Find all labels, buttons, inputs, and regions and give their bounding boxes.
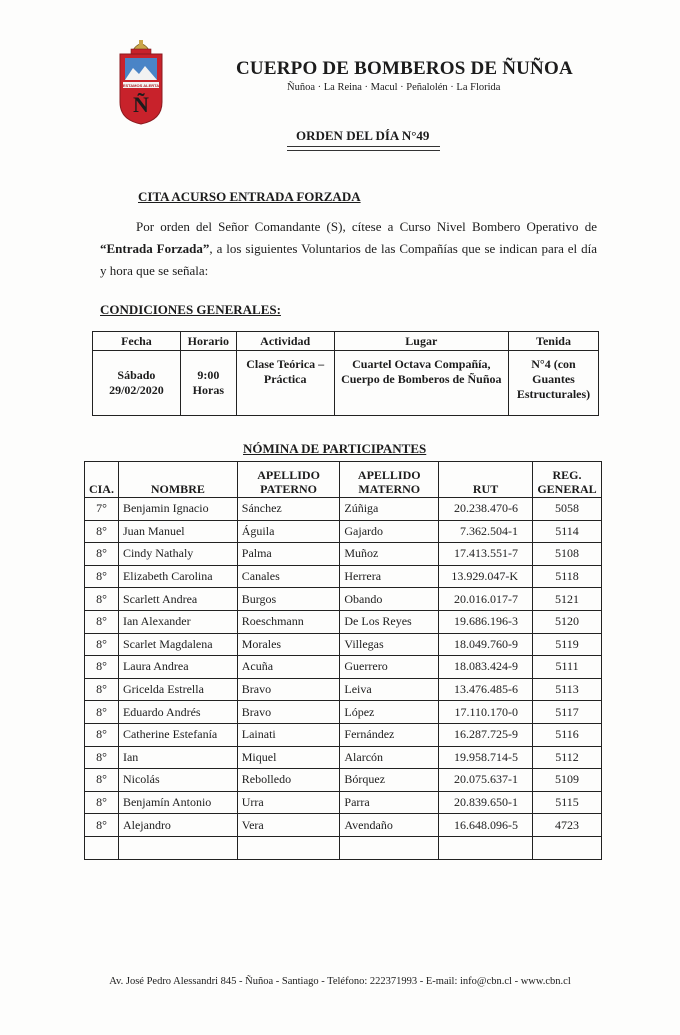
header-apellido-paterno: APELLIDO PATERNO bbox=[237, 462, 340, 498]
cell-reg-general-empty bbox=[533, 836, 602, 859]
cell-apellido-materno-empty bbox=[340, 836, 439, 859]
cell-reg-general: 5058 bbox=[533, 498, 602, 521]
cell-nombre: Cindy Nathaly bbox=[118, 543, 237, 566]
cell-nombre: Laura Andrea bbox=[118, 656, 237, 679]
cell-rut: 16.287.725-9 bbox=[439, 723, 533, 746]
cell-nombre: Alejandro bbox=[118, 814, 237, 837]
cell-reg-general: 5121 bbox=[533, 588, 602, 611]
table-row bbox=[85, 746, 602, 769]
nomina-title: NÓMINA DE PARTICIPANTES bbox=[243, 441, 427, 456]
cell-reg-general: 4723 bbox=[533, 814, 602, 837]
cell-apellido-materno: López bbox=[340, 701, 439, 724]
table-row-empty bbox=[85, 836, 602, 859]
cell-cia: 8° bbox=[85, 610, 119, 633]
cell-cia: 8° bbox=[85, 746, 119, 769]
cell-apellido-paterno: Burgos bbox=[237, 588, 340, 611]
cell-nombre: Gricelda Estrella bbox=[118, 678, 237, 701]
participants-table bbox=[84, 461, 602, 860]
citation-title: CITA ACURSO ENTRADA FORZADA bbox=[138, 189, 361, 204]
cell-apellido-materno: Avendaño bbox=[340, 814, 439, 837]
header-rut: RUT bbox=[439, 462, 533, 498]
header-horario: Horario bbox=[180, 332, 236, 351]
participants-header-row bbox=[85, 462, 602, 498]
cell-apellido-materno: Guerrero bbox=[340, 656, 439, 679]
cell-apellido-materno: Obando bbox=[340, 588, 439, 611]
table-row bbox=[85, 610, 602, 633]
cell-cia: 8° bbox=[85, 791, 119, 814]
cell-cia: 8° bbox=[85, 543, 119, 566]
cell-apellido-paterno: Rebolledo bbox=[237, 769, 340, 792]
cell-cia: 8° bbox=[85, 520, 119, 543]
cell-cia: 8° bbox=[85, 633, 119, 656]
cell-apellido-paterno: Roeschmann bbox=[237, 610, 340, 633]
table-row bbox=[85, 633, 602, 656]
cell-apellido-paterno: Bravo bbox=[237, 701, 340, 724]
table-row bbox=[85, 498, 602, 521]
cell-apellido-materno: Parra bbox=[340, 791, 439, 814]
cell-rut: 7.362.504-1 bbox=[439, 520, 533, 543]
cell-apellido-materno: Muñoz bbox=[340, 543, 439, 566]
cell-reg-general: 5114 bbox=[533, 520, 602, 543]
cell-cia: 8° bbox=[85, 814, 119, 837]
double-underline-divider bbox=[287, 146, 440, 151]
cell-apellido-materno: Leiva bbox=[340, 678, 439, 701]
cell-rut: 18.083.424-9 bbox=[439, 656, 533, 679]
participants-body bbox=[85, 498, 602, 860]
cell-nombre: Ian bbox=[118, 746, 237, 769]
cell-apellido-paterno-empty bbox=[237, 836, 340, 859]
conditions-data-row bbox=[93, 351, 599, 416]
cell-reg-general: 5118 bbox=[533, 565, 602, 588]
cell-nombre: Juan Manuel bbox=[118, 520, 237, 543]
header-actividad: Actividad bbox=[236, 332, 334, 351]
cell-lugar: Cuartel Octava Compañía, Cuerpo de Bomberos de Ñuñoa bbox=[334, 351, 508, 416]
horario-unit: Horas bbox=[192, 383, 224, 397]
cell-cia: 8° bbox=[85, 588, 119, 611]
cell-horario bbox=[180, 351, 236, 416]
cell-nombre: Ian Alexander bbox=[118, 610, 237, 633]
table-row bbox=[85, 588, 602, 611]
cell-reg-general: 5113 bbox=[533, 678, 602, 701]
cell-apellido-paterno: Águila bbox=[237, 520, 340, 543]
conditions-table bbox=[92, 331, 599, 416]
cell-cia: 8° bbox=[85, 656, 119, 679]
cell-reg-general: 5120 bbox=[533, 610, 602, 633]
table-row bbox=[85, 701, 602, 724]
table-row bbox=[85, 791, 602, 814]
cell-cia: 8° bbox=[85, 565, 119, 588]
cell-apellido-materno: Zúñiga bbox=[340, 498, 439, 521]
citation-text-before: Por orden del Señor Comandante (S), cítese a Curso Nivel Bombero Operativo de bbox=[136, 219, 597, 234]
conditions-header-row bbox=[93, 332, 599, 351]
table-row bbox=[85, 656, 602, 679]
cell-rut: 19.686.196-3 bbox=[439, 610, 533, 633]
cell-apellido-paterno: Canales bbox=[237, 565, 340, 588]
citation-paragraph bbox=[100, 216, 597, 282]
cell-rut: 18.049.760-9 bbox=[439, 633, 533, 656]
cell-apellido-materno: Villegas bbox=[340, 633, 439, 656]
cell-reg-general: 5115 bbox=[533, 791, 602, 814]
cell-reg-general: 5117 bbox=[533, 701, 602, 724]
cell-tenida: N°4 (con Guantes Estructurales) bbox=[509, 351, 599, 416]
cell-rut: 17.110.170-0 bbox=[439, 701, 533, 724]
cell-rut: 19.958.714-5 bbox=[439, 746, 533, 769]
table-row bbox=[85, 565, 602, 588]
cell-cia-empty bbox=[85, 836, 119, 859]
cell-actividad: Clase Teórica – Práctica bbox=[236, 351, 334, 416]
cell-rut-empty bbox=[439, 836, 533, 859]
communes-subtitle: Ñuñoa · La Reina · Macul · Peñalolén · La Florida bbox=[287, 82, 501, 93]
cell-cia: 8° bbox=[85, 769, 119, 792]
cell-reg-general: 5109 bbox=[533, 769, 602, 792]
cell-apellido-paterno: Urra bbox=[237, 791, 340, 814]
cell-reg-general: 5112 bbox=[533, 746, 602, 769]
header-nombre: NOMBRE bbox=[118, 462, 237, 498]
header-tenida: Tenida bbox=[509, 332, 599, 351]
cell-nombre: Benjamin Ignacio bbox=[118, 498, 237, 521]
header-fecha: Fecha bbox=[93, 332, 181, 351]
cell-apellido-materno: Bórquez bbox=[340, 769, 439, 792]
cell-apellido-paterno: Lainati bbox=[237, 723, 340, 746]
fecha-day: Sábado bbox=[117, 368, 156, 382]
header-lugar: Lugar bbox=[334, 332, 508, 351]
citation-course-name: “Entrada Forzada” bbox=[100, 241, 210, 256]
cell-nombre: Elizabeth Carolina bbox=[118, 565, 237, 588]
cell-cia: 7° bbox=[85, 498, 119, 521]
cell-nombre-empty bbox=[118, 836, 237, 859]
cell-apellido-paterno: Morales bbox=[237, 633, 340, 656]
cell-nombre: Scarlett Andrea bbox=[118, 588, 237, 611]
table-row bbox=[85, 769, 602, 792]
header-reg-general: REG. GENERAL bbox=[533, 462, 602, 498]
cell-nombre: Nicolás bbox=[118, 769, 237, 792]
header-cia: CIA. bbox=[85, 462, 119, 498]
cell-apellido-materno: Alarcón bbox=[340, 746, 439, 769]
footer-contact: Av. José Pedro Alessandri 845 - Ñuñoa - Santiago - Teléfono: 222371993 - E-mail: info@cbn.cl - www.cbn.cl bbox=[109, 976, 571, 987]
cell-rut: 20.839.650-1 bbox=[439, 791, 533, 814]
cell-apellido-materno: De Los Reyes bbox=[340, 610, 439, 633]
cell-cia: 8° bbox=[85, 723, 119, 746]
table-row bbox=[85, 520, 602, 543]
crest-letter: Ñ bbox=[133, 92, 149, 117]
header-apellido-materno: APELLIDO MATERNO bbox=[340, 462, 439, 498]
cell-nombre: Benjamín Antonio bbox=[118, 791, 237, 814]
cell-fecha bbox=[93, 351, 181, 416]
horario-time: 9:00 bbox=[197, 368, 220, 382]
cell-rut: 13.929.047-K bbox=[439, 565, 533, 588]
organization-title: CUERPO DE BOMBEROS DE ÑUÑOA bbox=[236, 58, 573, 79]
cell-apellido-paterno: Acuña bbox=[237, 656, 340, 679]
cell-apellido-paterno: Bravo bbox=[237, 678, 340, 701]
cell-rut: 20.238.470-6 bbox=[439, 498, 533, 521]
cell-apellido-paterno: Miquel bbox=[237, 746, 340, 769]
cell-nombre: Scarlet Magdalena bbox=[118, 633, 237, 656]
crest-motto: ESTAMOS ALERTA bbox=[122, 82, 160, 88]
cell-apellido-paterno: Sánchez bbox=[237, 498, 340, 521]
citation-text-after: , a los siguientes Voluntarios de las Compañías que se indican para el día y hora que se señala: bbox=[100, 241, 597, 278]
cell-apellido-paterno: Vera bbox=[237, 814, 340, 837]
cell-apellido-materno: Fernández bbox=[340, 723, 439, 746]
order-title: ORDEN DEL DÍA N°49 bbox=[296, 128, 430, 143]
fecha-date: 29/02/2020 bbox=[109, 383, 164, 397]
cell-rut: 17.413.551-7 bbox=[439, 543, 533, 566]
cell-nombre: Catherine Estefanía bbox=[118, 723, 237, 746]
table-row bbox=[85, 814, 602, 837]
cell-reg-general: 5111 bbox=[533, 656, 602, 679]
cell-apellido-materno: Herrera bbox=[340, 565, 439, 588]
cell-reg-general: 5116 bbox=[533, 723, 602, 746]
cell-rut: 13.476.485-6 bbox=[439, 678, 533, 701]
table-row bbox=[85, 723, 602, 746]
table-row bbox=[85, 678, 602, 701]
cell-apellido-paterno: Palma bbox=[237, 543, 340, 566]
cell-rut: 20.075.637-1 bbox=[439, 769, 533, 792]
conditions-title: CONDICIONES GENERALES: bbox=[100, 302, 281, 317]
cell-apellido-materno: Gajardo bbox=[340, 520, 439, 543]
cell-reg-general: 5119 bbox=[533, 633, 602, 656]
cell-cia: 8° bbox=[85, 678, 119, 701]
cell-rut: 20.016.017-7 bbox=[439, 588, 533, 611]
table-row bbox=[85, 543, 602, 566]
cell-rut: 16.648.096-5 bbox=[439, 814, 533, 837]
crest-logo bbox=[117, 36, 165, 126]
cell-nombre: Eduardo Andrés bbox=[118, 701, 237, 724]
cell-cia: 8° bbox=[85, 701, 119, 724]
cell-reg-general: 5108 bbox=[533, 543, 602, 566]
